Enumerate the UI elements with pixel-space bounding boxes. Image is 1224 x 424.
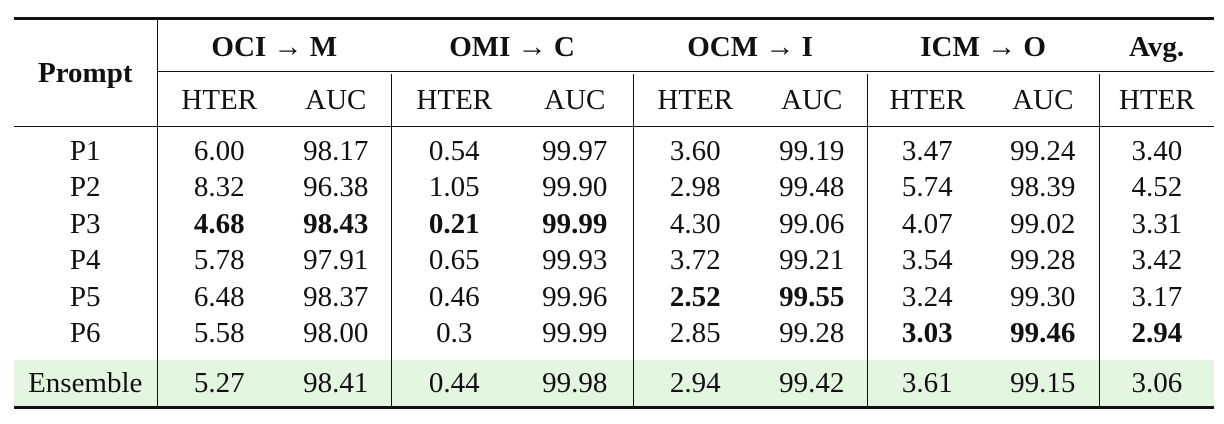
ensemble-row	[14, 360, 1214, 408]
value-cell: 99.96	[542, 280, 608, 313]
group-header-oci-m: OCI → M	[157, 19, 391, 75]
value-cell: 0.3	[391, 316, 517, 357]
value-cell: 3.31	[1099, 206, 1214, 243]
value-cell: 98.41	[281, 360, 391, 408]
value-cell: 96.38	[303, 171, 369, 204]
col-header-hter: HTER	[157, 74, 281, 127]
group-header-omi-c: OMI → C	[449, 30, 575, 63]
group-header-rule	[157, 71, 1214, 72]
group-header-avg: Avg.	[1129, 30, 1185, 63]
value-cell: 98.17	[303, 134, 369, 167]
value-cell: 99.21	[779, 244, 845, 277]
value-cell: 0.46	[391, 279, 517, 316]
value-cell: 2.98	[633, 170, 757, 207]
value-cell: 0.65	[391, 243, 517, 280]
value-cell: 3.54	[867, 243, 987, 280]
value-cell: 98.39	[1010, 171, 1076, 204]
group-header-icm-o: ICM → O	[920, 30, 1046, 63]
value-cell: 6.00	[157, 127, 281, 170]
value-cell: 2.94	[633, 360, 757, 408]
value-cell: 99.19	[779, 134, 845, 167]
value-cell: 99.28	[779, 317, 845, 350]
value-cell: 3.47	[867, 127, 987, 170]
value-cell: 3.60	[633, 127, 757, 170]
value-cell: 3.42	[1099, 243, 1214, 280]
col-header-hter: HTER	[633, 74, 757, 127]
col-header-auc: AUC	[1012, 83, 1074, 116]
table-row	[14, 127, 1214, 170]
value-cell: 99.06	[779, 207, 845, 240]
col-header-auc: AUC	[544, 83, 606, 116]
value-cell: 99.28	[1010, 244, 1076, 277]
value-cell: 3.03	[867, 316, 987, 357]
value-cell: 0.44	[391, 360, 517, 408]
value-cell: 98.00	[303, 317, 369, 350]
value-cell: 99.02	[1010, 207, 1076, 240]
prompt-cell: P2	[69, 171, 101, 204]
value-cell: 99.42	[757, 360, 867, 408]
value-cell: 4.30	[633, 206, 757, 243]
value-cell: 99.48	[779, 171, 845, 204]
value-cell: 8.32	[157, 170, 281, 207]
value-cell: 3.06	[1099, 360, 1214, 408]
value-cell: 99.30	[1010, 280, 1076, 313]
value-cell: 4.52	[1099, 170, 1214, 207]
prompt-cell: P4	[69, 244, 101, 277]
value-cell: 99.24	[1010, 134, 1076, 167]
value-cell: 3.72	[633, 243, 757, 280]
value-cell: 97.91	[303, 244, 369, 277]
value-cell: 99.99	[542, 207, 608, 240]
value-cell: 2.85	[633, 316, 757, 357]
value-cell: 98.37	[303, 280, 369, 313]
value-cell: 3.24	[867, 279, 987, 316]
value-cell: 4.07	[867, 206, 987, 243]
table-row	[14, 170, 1214, 207]
header-row-metrics	[14, 74, 1214, 127]
prompt-cell: Ensemble	[14, 360, 157, 408]
value-cell: 3.61	[867, 360, 987, 408]
value-cell: 99.55	[779, 280, 845, 313]
value-cell: 99.15	[987, 360, 1099, 408]
prompt-cell: P6	[69, 317, 101, 350]
header-row-groups	[14, 19, 1214, 75]
value-cell: 0.54	[391, 127, 517, 170]
value-cell: 5.27	[157, 360, 281, 408]
value-cell: 5.78	[157, 243, 281, 280]
value-cell: 5.58	[157, 316, 281, 357]
col-header-hter: HTER	[1099, 74, 1214, 127]
value-cell: 3.40	[1099, 127, 1214, 170]
value-cell: 0.21	[391, 206, 517, 243]
col-header-auc: AUC	[781, 83, 843, 116]
value-cell: 6.48	[157, 279, 281, 316]
prompt-cell: P3	[69, 207, 101, 240]
table-body	[14, 127, 1214, 408]
value-cell: 2.94	[1099, 316, 1214, 357]
value-cell: 99.90	[542, 171, 608, 204]
group-header-ocm-i: OCM → I	[687, 30, 813, 63]
results-table	[14, 17, 1214, 409]
value-cell: 99.99	[542, 317, 608, 350]
table-row	[14, 316, 1214, 357]
table-row	[14, 279, 1214, 316]
col-header-hter: HTER	[391, 74, 517, 127]
value-cell: 4.68	[157, 206, 281, 243]
prompt-header: Prompt	[37, 56, 133, 89]
table-row	[14, 243, 1214, 280]
value-cell: 1.05	[391, 170, 517, 207]
results-table-wrapper	[14, 17, 1214, 409]
value-cell: 99.93	[542, 244, 608, 277]
col-header-auc: AUC	[305, 83, 367, 116]
value-cell: 5.74	[867, 170, 987, 207]
value-cell: 99.98	[517, 360, 633, 408]
value-cell: 2.52	[633, 279, 757, 316]
prompt-cell: P5	[69, 280, 101, 313]
value-cell: 3.17	[1099, 279, 1214, 316]
value-cell: 98.43	[303, 207, 369, 240]
prompt-cell: P1	[69, 134, 101, 167]
value-cell: 99.46	[1010, 317, 1076, 350]
col-header-hter: HTER	[867, 74, 987, 127]
value-cell: 99.97	[542, 134, 608, 167]
table-row	[14, 206, 1214, 243]
